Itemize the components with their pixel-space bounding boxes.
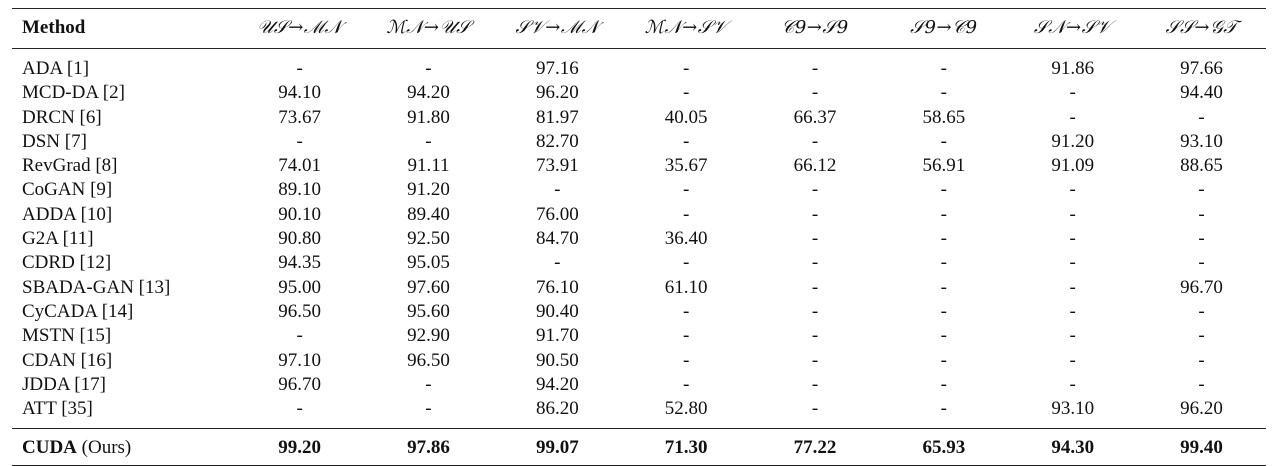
value-cell: 97.60	[407, 276, 450, 298]
value-cell: -	[940, 203, 947, 225]
value-cell: 91.09	[1051, 155, 1095, 177]
value-cell: -	[1069, 325, 1076, 347]
value-cell: -	[1198, 325, 1205, 347]
method-cell: DRCN [6]	[22, 106, 102, 128]
value-cell: -	[811, 349, 819, 371]
value-cell: -	[682, 373, 690, 395]
value-cell: 93.10	[1180, 130, 1223, 152]
value-cell: -	[1198, 252, 1205, 274]
task-column-header: 𝒮𝒩→𝒮𝒱	[1033, 17, 1112, 39]
value-cell: 58.65	[922, 106, 966, 128]
value-cell: -	[682, 349, 690, 371]
value-cell: -	[1069, 106, 1076, 128]
value-cell: 91.80	[407, 106, 450, 128]
value-cell: 96.70	[278, 373, 321, 395]
value-cell: -	[1069, 252, 1076, 274]
table-row	[12, 276, 1266, 300]
value-cell: 96.50	[278, 300, 321, 322]
value-cell: 91.86	[1051, 58, 1095, 79]
value-cell: -	[940, 373, 947, 395]
value-cell: -	[811, 203, 819, 225]
value-cell: 96.20	[1180, 398, 1223, 420]
value-cell: 97.16	[535, 58, 579, 79]
ours-section	[12, 429, 1266, 466]
table-row	[12, 397, 1266, 429]
method-cell: G2A [11]	[22, 228, 94, 250]
table-row	[12, 324, 1266, 348]
value-cell: -	[1069, 349, 1076, 371]
value-cell: 76.00	[535, 203, 579, 225]
value-cell: -	[940, 300, 947, 322]
method-cell: ATT [35]	[22, 398, 93, 420]
task-column-header: ℳ𝒩→𝒮𝒱	[644, 17, 728, 39]
method-cell: DSN [7]	[22, 130, 87, 152]
value-cell: 91.70	[535, 325, 579, 347]
value-cell: 89.40	[407, 203, 450, 225]
value-cell: -	[554, 252, 561, 274]
value-cell: -	[682, 82, 690, 104]
value-cell: 90.50	[535, 349, 579, 371]
value-cell: -	[1198, 106, 1205, 128]
table-row	[12, 49, 1266, 82]
value-cell: -	[425, 373, 432, 395]
value-cell: 52.80	[664, 398, 708, 420]
header-row	[12, 9, 1266, 49]
value-cell: -	[1198, 179, 1205, 201]
value-cell: -	[940, 82, 947, 104]
value-cell: -	[940, 276, 947, 298]
value-cell: -	[811, 228, 819, 250]
value-cell: -	[1198, 300, 1205, 322]
ours-value-cell: 77.22	[793, 437, 837, 459]
value-cell: -	[554, 179, 561, 201]
value-cell: 91.20	[407, 179, 450, 201]
value-cell: -	[682, 130, 690, 152]
value-cell: -	[940, 228, 947, 250]
value-cell: -	[296, 325, 303, 347]
table-row	[12, 130, 1266, 154]
task-column-header: 𝒞9→𝒮9	[781, 17, 849, 39]
value-cell: 95.05	[407, 252, 450, 274]
value-cell: 61.10	[664, 276, 708, 298]
value-cell: -	[682, 325, 690, 347]
value-cell: -	[1069, 276, 1076, 298]
value-cell: 91.20	[1051, 130, 1095, 152]
value-cell: 94.10	[278, 82, 321, 104]
value-cell: -	[811, 130, 819, 152]
method-cell: ADDA [10]	[22, 203, 113, 225]
ours-method-suffix: (Ours)	[76, 437, 132, 459]
value-cell: 91.11	[407, 155, 450, 177]
value-cell: 94.20	[407, 82, 450, 104]
value-cell: 88.65	[1180, 155, 1223, 177]
ours-method-name: CUDA	[22, 437, 77, 459]
value-cell: -	[1198, 228, 1205, 250]
value-cell: -	[811, 325, 819, 347]
ours-value-cell: 99.40	[1180, 437, 1223, 459]
ours-method-cell	[12, 429, 235, 466]
value-cell: 66.12	[793, 155, 837, 177]
value-cell: 96.50	[407, 349, 450, 371]
value-cell: 40.05	[664, 106, 708, 128]
table-row	[12, 106, 1266, 130]
value-cell: 36.40	[664, 228, 708, 250]
value-cell: 96.70	[1180, 276, 1223, 298]
value-cell: -	[940, 398, 947, 420]
value-cell: -	[682, 179, 690, 201]
value-cell: -	[811, 82, 819, 104]
table-header	[12, 9, 1266, 49]
value-cell: -	[1069, 300, 1076, 322]
method-cell: MSTN [15]	[22, 325, 112, 347]
value-cell: 90.80	[278, 228, 321, 250]
value-cell: 92.90	[407, 325, 450, 347]
value-cell: 90.10	[278, 203, 321, 225]
task-column-header: 𝒰𝒮→ℳ𝒩	[257, 17, 343, 39]
value-cell: -	[1069, 373, 1076, 395]
value-cell: -	[940, 349, 947, 371]
value-cell: 66.37	[793, 106, 837, 128]
table-row	[12, 81, 1266, 105]
ours-value-cell: 65.93	[922, 437, 966, 459]
method-column-header: Method	[22, 17, 86, 39]
method-cell: SBADA-GAN [13]	[22, 276, 171, 298]
table-row	[12, 373, 1266, 397]
value-cell: -	[682, 203, 690, 225]
value-cell: -	[1069, 82, 1076, 104]
value-cell: 82.70	[535, 130, 579, 152]
method-cell: CoGAN [9]	[22, 179, 113, 201]
value-cell: 94.20	[535, 373, 579, 395]
table-row	[12, 300, 1266, 324]
task-column-header: 𝒮𝒱→ℳ𝒩	[515, 17, 600, 39]
value-cell: 94.35	[278, 252, 321, 274]
value-cell: -	[425, 58, 432, 79]
table-row	[12, 178, 1266, 202]
value-cell: 97.10	[278, 349, 321, 371]
value-cell: -	[940, 130, 947, 152]
table-row	[12, 251, 1266, 275]
value-cell: -	[1198, 203, 1205, 225]
table-row	[12, 154, 1266, 178]
value-cell: 95.00	[278, 276, 321, 298]
value-cell: -	[811, 58, 819, 79]
value-cell: 96.20	[535, 82, 579, 104]
table-body	[12, 49, 1266, 429]
value-cell: -	[425, 398, 432, 420]
table-row	[12, 227, 1266, 251]
value-cell: -	[940, 325, 947, 347]
value-cell: -	[682, 300, 690, 322]
value-cell: -	[296, 58, 303, 79]
value-cell: 95.60	[407, 300, 450, 322]
value-cell: 81.97	[535, 106, 579, 128]
value-cell: 74.01	[278, 155, 321, 177]
value-cell: -	[1069, 179, 1076, 201]
task-column-header: 𝒮𝒮→𝒢𝒯	[1165, 17, 1238, 39]
value-cell: -	[811, 398, 819, 420]
value-cell: 73.91	[535, 155, 579, 177]
value-cell: 56.91	[922, 155, 966, 177]
value-cell: 89.10	[278, 179, 321, 201]
value-cell: -	[1069, 228, 1076, 250]
method-cell: MCD-DA [2]	[22, 82, 125, 104]
value-cell: 84.70	[535, 228, 579, 250]
ours-value-cell: 97.86	[407, 437, 450, 459]
ours-row	[12, 429, 1266, 466]
value-cell: -	[682, 252, 690, 274]
value-cell: -	[811, 276, 819, 298]
value-cell: 90.40	[535, 300, 579, 322]
method-cell: CDRD [12]	[22, 252, 112, 274]
method-cell: CyCADA [14]	[22, 300, 134, 322]
ours-value-cell: 99.20	[278, 437, 321, 459]
value-cell: 35.67	[664, 155, 708, 177]
results-table-container	[12, 8, 1266, 466]
ours-value-cell: 94.30	[1051, 437, 1095, 459]
value-cell: 93.10	[1051, 398, 1095, 420]
value-cell: -	[682, 58, 690, 79]
task-column-header: 𝒮9→𝒞9	[910, 17, 978, 39]
value-cell: -	[1198, 373, 1205, 395]
method-cell: JDDA [17]	[22, 373, 106, 395]
method-cell: ADA [1]	[22, 58, 90, 79]
value-cell: 94.40	[1180, 82, 1223, 104]
value-cell: -	[940, 58, 947, 79]
table-row	[12, 349, 1266, 373]
task-column-header: ℳ𝒩→𝒰𝒮	[386, 17, 471, 39]
value-cell: -	[940, 179, 947, 201]
value-cell: 86.20	[535, 398, 579, 420]
ours-value-cell: 99.07	[535, 437, 579, 459]
value-cell: -	[296, 130, 303, 152]
value-cell: 92.50	[407, 228, 450, 250]
method-cell: RevGrad [8]	[22, 155, 118, 177]
value-cell: 73.67	[278, 106, 321, 128]
value-cell: -	[811, 373, 819, 395]
value-cell: -	[425, 130, 432, 152]
value-cell: -	[940, 252, 947, 274]
value-cell: -	[811, 300, 819, 322]
table-row	[12, 203, 1266, 227]
method-cell: CDAN [16]	[22, 349, 113, 371]
value-cell: -	[296, 398, 303, 420]
value-cell: -	[1198, 349, 1205, 371]
ours-value-cell: 71.30	[664, 437, 708, 459]
value-cell: 76.10	[535, 276, 579, 298]
value-cell: -	[811, 252, 819, 274]
results-table	[12, 8, 1266, 466]
value-cell: -	[811, 179, 819, 201]
value-cell: 97.66	[1180, 58, 1223, 79]
value-cell: -	[1069, 203, 1076, 225]
